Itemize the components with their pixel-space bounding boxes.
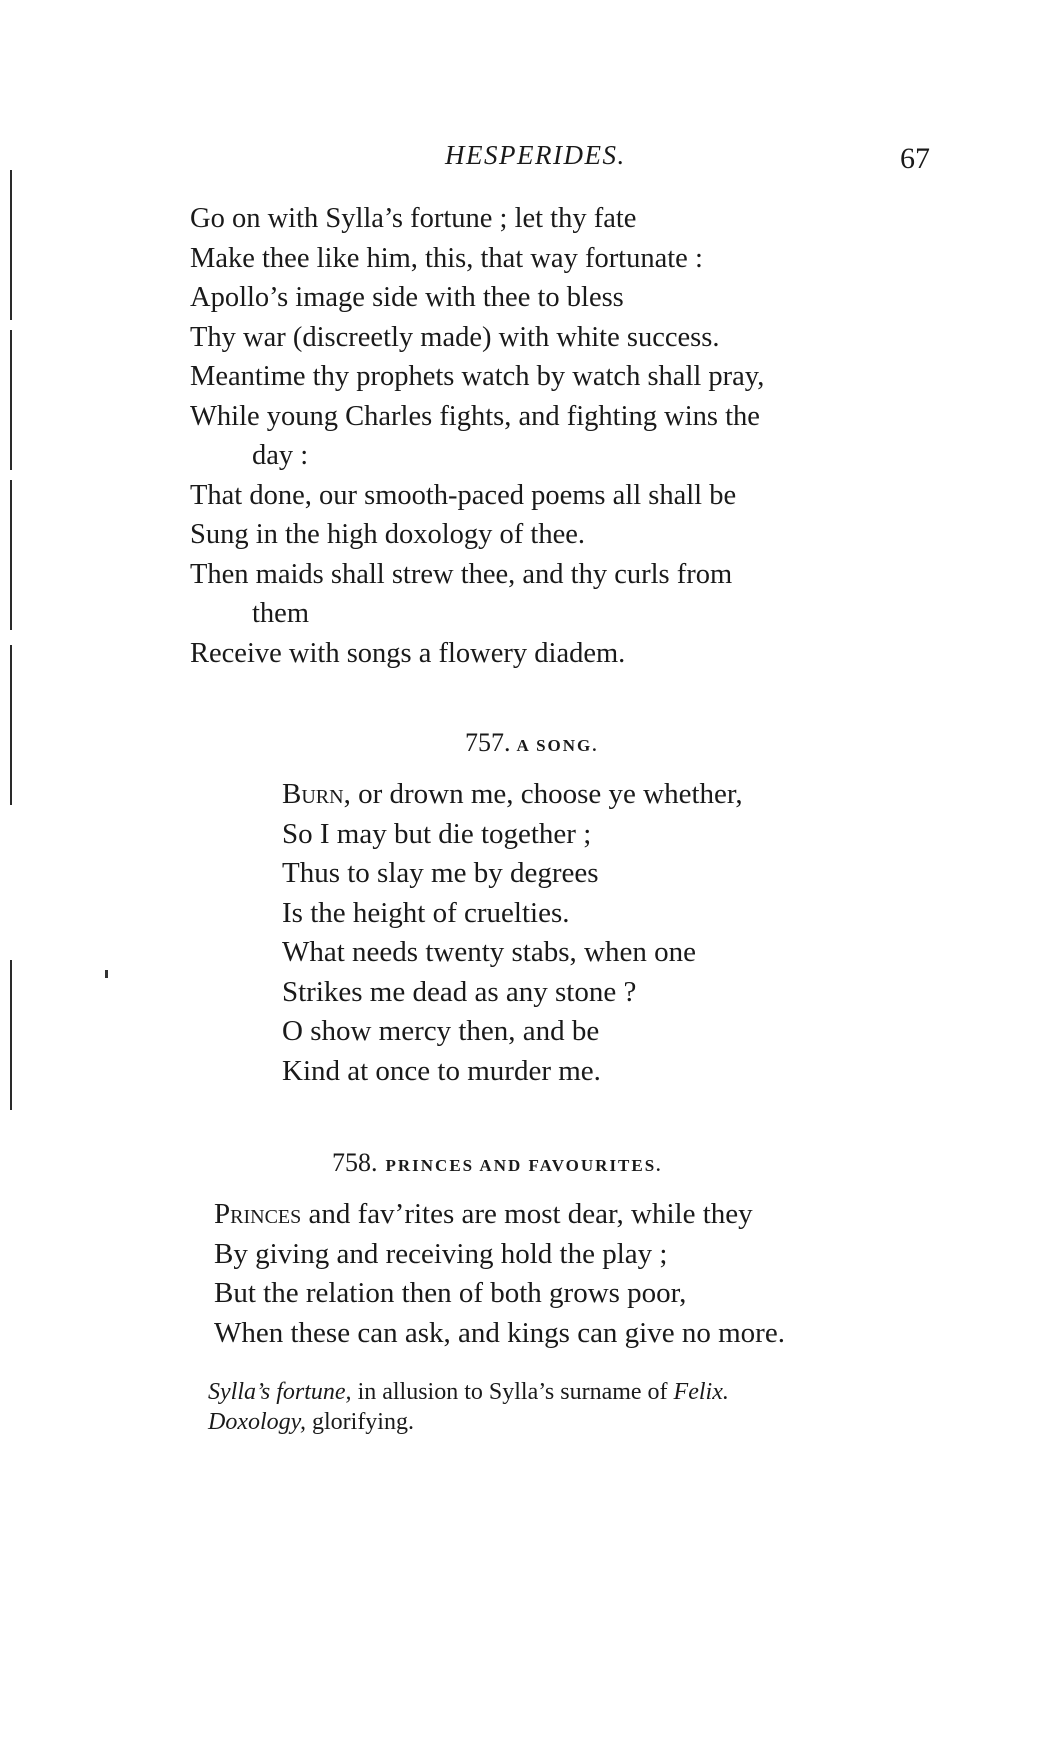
running-head: HESPERIDES. — [445, 140, 626, 170]
poem-title: A SONG. — [516, 736, 599, 755]
verse-line: Receive with songs a flowery diadem. — [190, 637, 626, 669]
poem-a-song — [282, 775, 743, 1091]
verse-line: Then maids shall strew thee, and thy curls from — [190, 558, 733, 590]
verse-line: Strikes me dead as any stone ? — [282, 975, 637, 1008]
verse-line-continuation: day : — [252, 440, 309, 471]
verse-line-rest: or drown me, choose ye whether, — [350, 778, 743, 810]
verse-line: Go on with Sylla’s fortune ; let thy fate — [190, 203, 637, 234]
footnote-text: glorifying. — [305, 1409, 414, 1435]
poem-title: PRINCES AND FAVOURITES. — [385, 1156, 663, 1175]
verse-line: Kind at once to murder me. — [282, 1054, 601, 1087]
verse-line: O show mercy then, and be — [282, 1015, 600, 1047]
verse-line-rest: and fav’rites are most dear, while they — [301, 1198, 753, 1230]
verse-line: Is the height of cruelties. — [282, 896, 570, 929]
verse-line: Apollo’s image side with thee to bless — [190, 282, 624, 313]
verse-line: So I may but die together ; — [282, 817, 592, 850]
verse-line — [282, 775, 743, 815]
drop-word: Princes — [214, 1198, 302, 1230]
poem-number: 757. — [465, 728, 511, 757]
footnote-term: Felix. — [673, 1379, 729, 1405]
binding-edge-mark — [10, 170, 12, 320]
verse-line: While young Charles fights, and fighting wins the — [190, 400, 760, 432]
ink-speck — [105, 970, 108, 978]
footnotes — [208, 1377, 729, 1437]
verse-line: But the relation then of both grows poor, — [214, 1277, 687, 1309]
verse-line: Thus to slay me by degrees — [282, 857, 599, 889]
verse-line: Meantime thy prophets watch by watch shall pray, — [190, 361, 765, 392]
verse-line-continuation: them — [252, 598, 309, 629]
footnote-term: Sylla’s fortune, — [208, 1379, 352, 1405]
poem-princes-and-favourites — [214, 1195, 785, 1353]
binding-edge-mark — [10, 645, 12, 805]
binding-edge-mark — [10, 330, 12, 470]
binding-edge-mark — [10, 480, 12, 630]
poem-heading-757 — [465, 728, 599, 758]
poem-number: 758. — [332, 1148, 378, 1177]
page-number: 67 — [900, 142, 930, 175]
footnote-text: in allusion to Sylla’s surname of — [351, 1379, 674, 1405]
verse-line: Thy war (discreetly made) with white success. — [190, 321, 720, 353]
verse-line: When these can ask, and kings can give no more. — [214, 1316, 785, 1349]
footnote — [208, 1407, 729, 1437]
verse-line — [214, 1195, 785, 1235]
footnote — [208, 1377, 729, 1407]
poem-heading-758 — [332, 1148, 662, 1178]
verse-line: Make thee like him, this, that way fortunate : — [190, 242, 703, 274]
verse-line: What needs twenty stabs, when one — [282, 936, 696, 968]
verse-line: Sung in the high doxology of thee. — [190, 519, 586, 550]
verse-line: That done, our smooth-paced poems all shall be — [190, 479, 737, 511]
binding-edge-mark — [10, 960, 12, 1110]
poem-continuation — [190, 199, 764, 673]
drop-word: Burn, — [282, 778, 351, 810]
verse-line: By giving and receiving hold the play ; — [214, 1237, 668, 1270]
footnote-term: Doxology, — [208, 1409, 306, 1435]
